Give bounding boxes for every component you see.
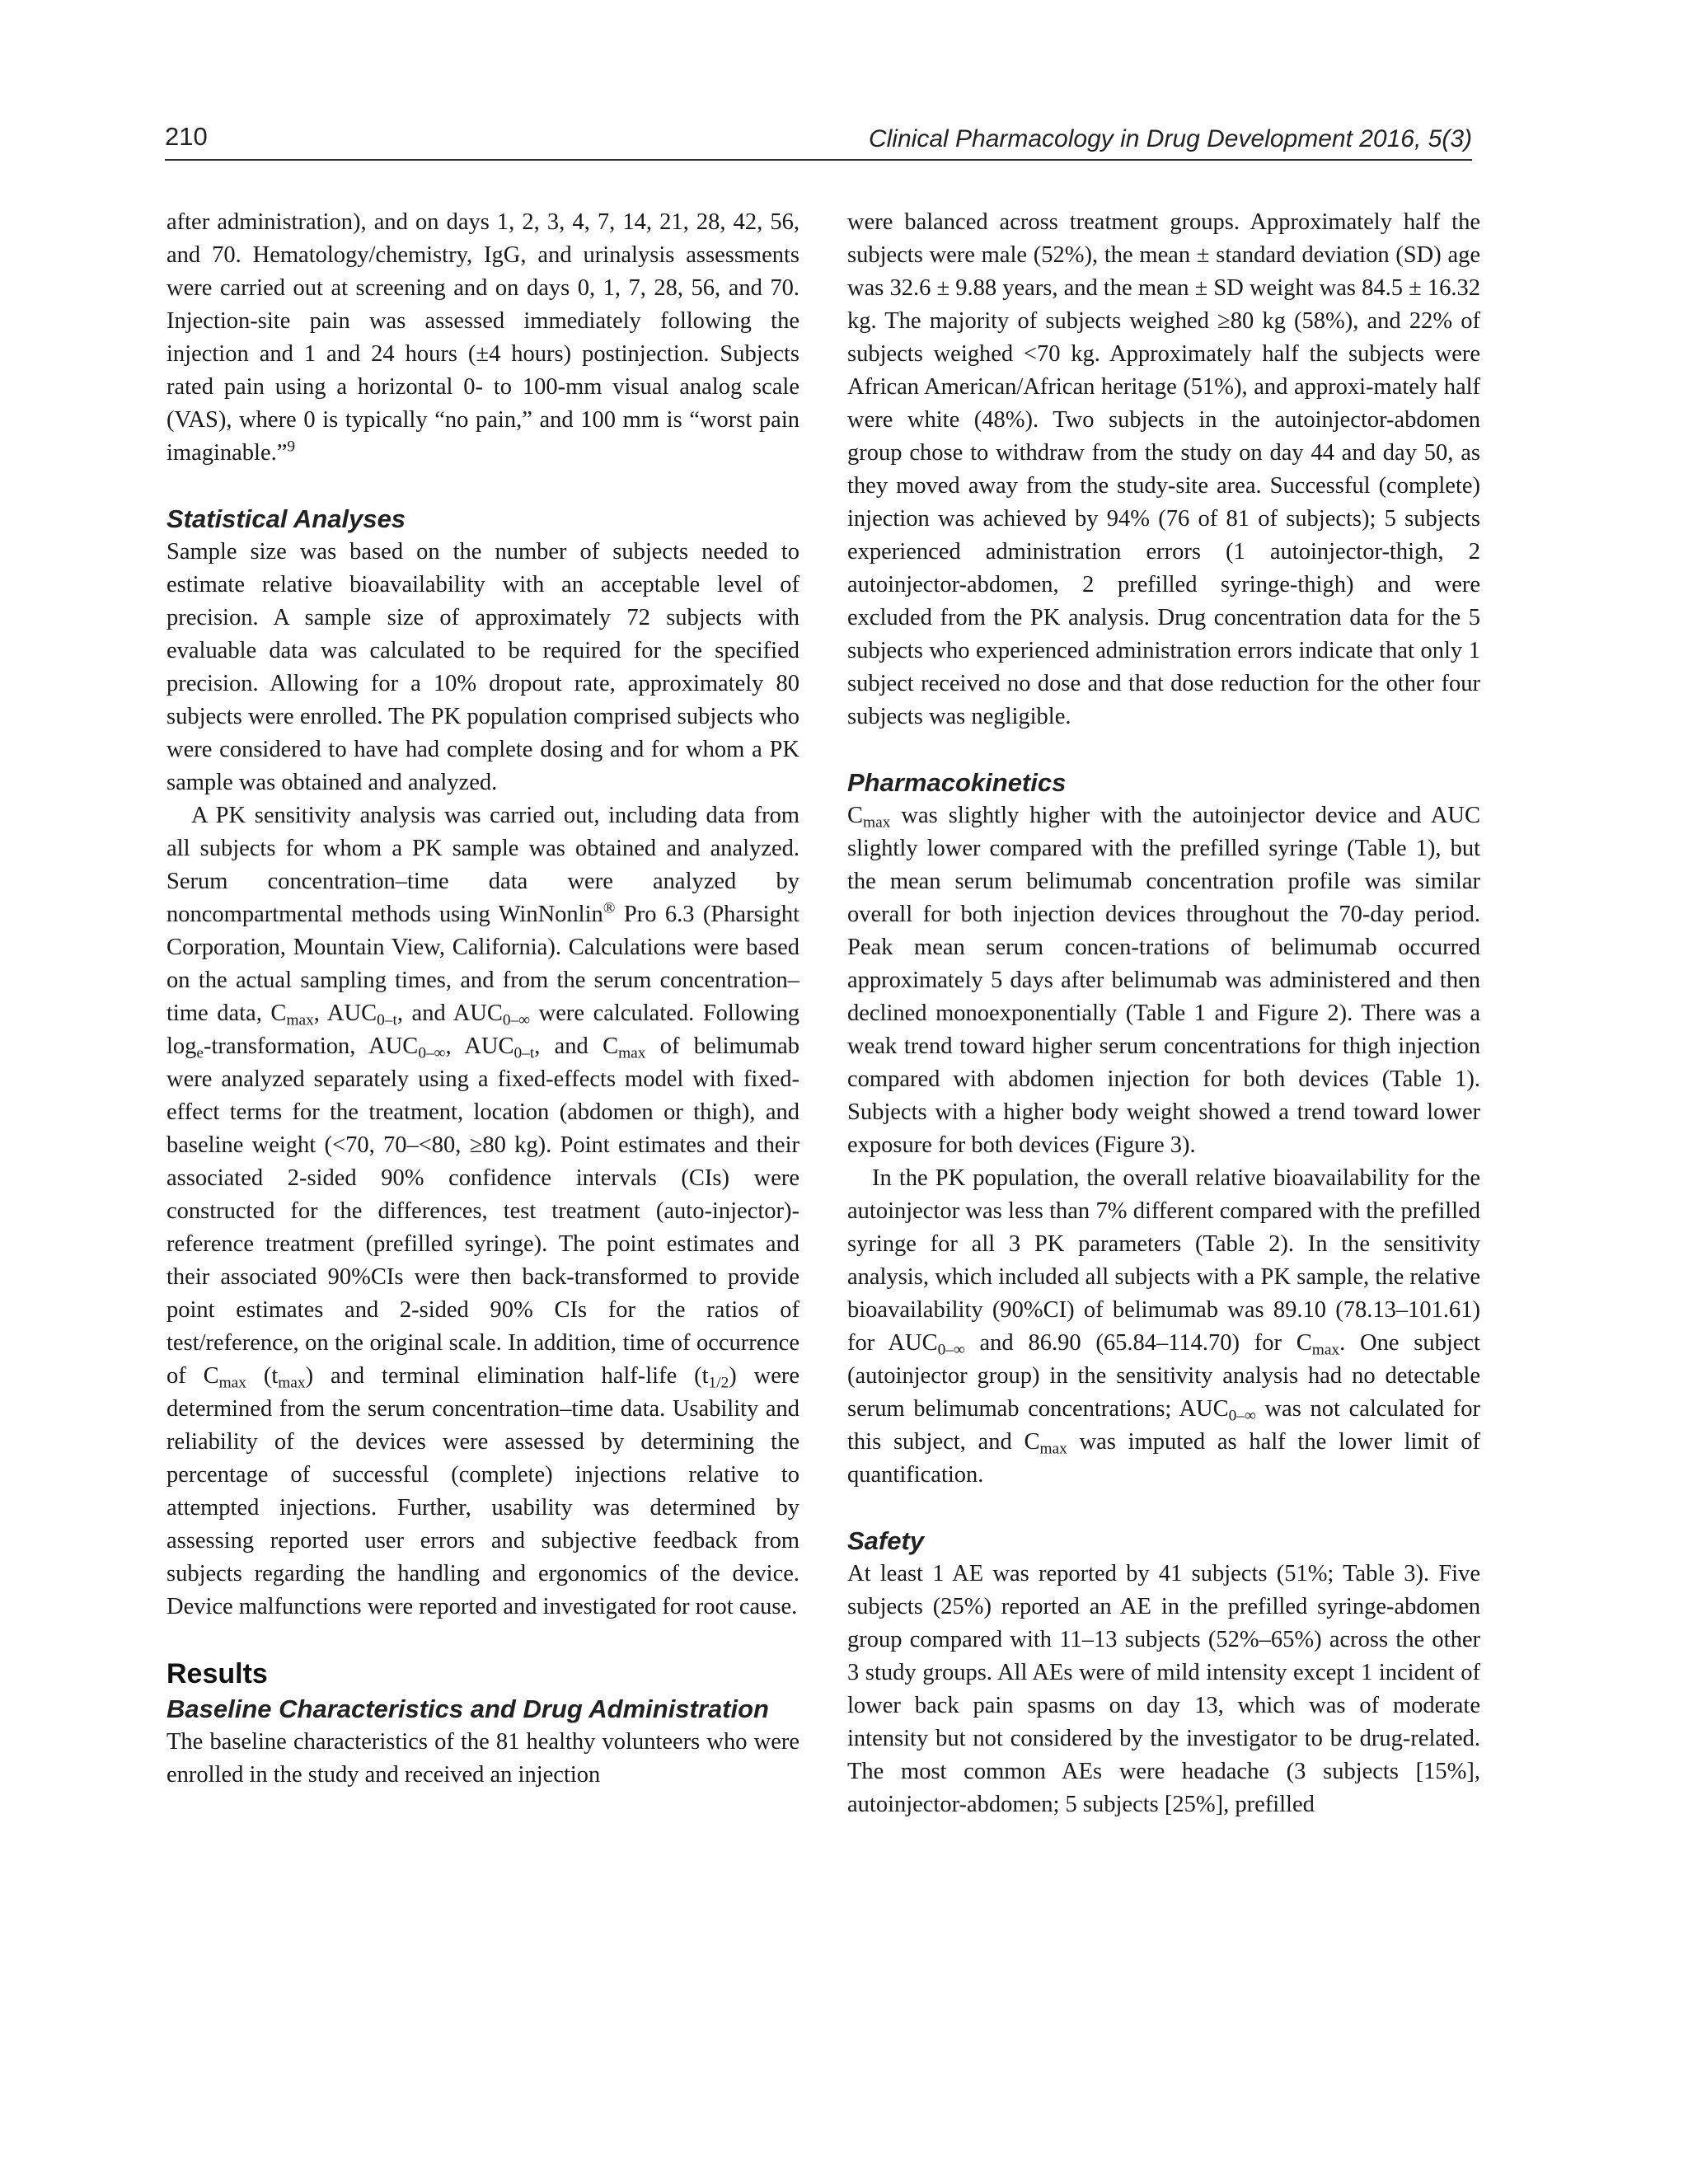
paragraph-cmax-auc: $C_{max}$ was slightly higher with the autoinjector device and AUC slightly lower compared with the prefilled syringe (Table 1), but the mean serum belimumab concentration profile was similar overall for both injection devices throughout the 70-day period. Peak mean serum concen-trations of belimumab occurred approximately 5 days after belimumab was administered and then declined monoexponentially (Table 1 and Figure 2). There was a weak trend toward higher serum concentrations for thigh injection compared with abdomen injection for both devices (Table 1). Subjects with a higher body weight showed a trend toward lower exposure for both devices (Figure 3). [847, 803, 1480, 1158]
paragraph-safety: At least 1 AE was reported by 41 subjects (51%; Table 3). Five subjects (25%) reported an AE in the prefilled syringe-abdomen group compared with 11–13 subjects (52%–65%) across the other 3 study groups. All AEs were of mild intensity except 1 incident of lower back pain spasms on day 13, which was of moderate intensity but not considered by the investigator to be drug-related. The most common AEs were headache (3 subjects [15%], autoinjector-abdomen; 5 subjects [25%], prefilled [847, 1561, 1480, 1817]
running-header: Clinical Pharmacology in Drug Development 2016, 5(3) [868, 125, 1472, 152]
page-number: 210 [165, 122, 208, 151]
heading-baseline-characteristics: Baseline Characteristics and Drug Administration [166, 1694, 769, 1723]
heading-pharmacokinetics: Pharmacokinetics [847, 768, 1067, 797]
heading-results: Results [166, 1658, 268, 1690]
paragraph-balanced-groups: were balanced across treatment groups. Approximately half the subjects were male (52%), the mean ± standard deviation (SD) age was 32.6 ± 9.88 years, and the mean ± SD weight was 84.5 ± 16.32 kg. The majority of subjects weighed ≥80 kg (58%), and 22% of subjects weighed <70 kg. Approximately half the subjects were African American/African heritage (51%), and approxi-mately half were white (48%). Two subjects in the autoinjector-abdomen group chose to withdraw from the study on day 44 and day 50, as they moved away from the study-site area. Successful (complete) injection was achieved by 94% (76 of 81 of subjects); 5 subjects experienced administration errors (1 autoinjector-thigh, 2 autoinjector-abdomen, 2 prefilled syringe-thigh) and were excluded from the PK analysis. Drug concentration data for the 5 subjects who experienced administration errors indicate that only 1 subject received no dose and that dose reduction for the other four subjects was negligible. [847, 209, 1481, 729]
paragraph-pk-sensitivity: A PK sensitivity analysis was carried out, including data from all subjects for whom a PK sample was obtained and analyzed. Serum concentration–time data were analyzed by noncompartmental methods using WinNonlin® Pro 6.3 (Pharsight Corporation, Mountain View, California). Calculations were based on the actual sampling times, and from the serum concentration–time data, $C_{max}$, $AUC_{0-t}$, and $AUC_{0-\infty}$ were calculated. Following $\log_e$-transformation, $AUC_{0-\infty}$, $AUC_{0-t}$, and $C_{max}$ of belimumab were analyzed separately using a fixed-effects model with fixed-effect terms for the treatment, location (abdomen or thigh), and baseline weight (<70, 70–<80, ≥80 kg). Point estimates and their associated 2-sided 90% confidence intervals (CIs) were constructed for the differences, test treatment (auto-injector)-reference treatment (prefilled syringe). The point estimates and their associated 90%CIs were then back-transformed to provide point estimates and 2-sided 90% CIs for the ratios of test/reference, on the original scale. In addition, time of occurrence of $C_{max}$ $(t_{max})$ and terminal elimination half-life $(t_{1/2})$ were determined from the serum concentration–time data. Usability and reliability of the devices were assessed by determining the percentage of successful (complete) injections relative to attempted injections. Further, usability was determined by assessing reported user errors and subjective feedback from subjects regarding the handling and ergonomics of the device. Device malfunctions were reported and investigated for root cause. [166, 803, 800, 1619]
header-rule [165, 159, 1472, 161]
paragraph-assessments: after administration), and on days 1, 2, 3, 4, 7, 14, 21, 28, 42, 56, and 70. Hematology/chemistry, IgG, and urinalysis assessments were carried out at screening and on days 0, 1, 7, 28, 56, and 70. Injection-site pain was assessed immediately following the injection and 1 and 24 hours (±4 hours) postinjection. Subjects rated pain using a horizontal 0- to 100-mm visual analog scale (VAS), where 0 is typically “no pain,” and 100 mm is “worst pain imaginable.”$^9$ [166, 209, 799, 466]
heading-statistical-analyses: Statistical Analyses [166, 504, 406, 533]
paragraph-sample-size: Sample size was based on the number of subjects needed to estimate relative bioavailability with an acceptable level of precision. A sample size of approximately 72 subjects with evaluable data was calculated to be required for the specified precision. Allowing for a 10% dropout rate, approximately 80 subjects were enrolled. The PK population comprised subjects who were considered to have had complete dosing and for whom a PK sample was obtained and analyzed. [166, 539, 799, 795]
paragraph-relative-bioavailability: In the PK population, the overall relative bioavailability for the autoinjector was less than 7% different compared with the prefilled syringe for all 3 PK parameters (Table 2). In the sensitivity analysis, which included all subjects with a PK sample, the relative bioavailability (90%CI) of belimumab was 89.10 (78.13–101.61) for $AUC_{0-\infty}$ and 86.90 (65.84–114.70) for $C_{max}$. One subject (autoinjector group) in the sensitivity analysis had no detectable serum belimumab concentrations; $AUC_{0-\infty}$ was not calculated for this subject, and $C_{max}$ was imputed as half the lower limit of quantification. [847, 1165, 1480, 1488]
paragraph-baseline: The baseline characteristics of the 81 healthy volunteers who were enrolled in the study and received an injection [166, 1729, 799, 1788]
right-column [847, 206, 1480, 1821]
heading-safety: Safety [847, 1526, 925, 1555]
left-column [166, 206, 799, 1792]
